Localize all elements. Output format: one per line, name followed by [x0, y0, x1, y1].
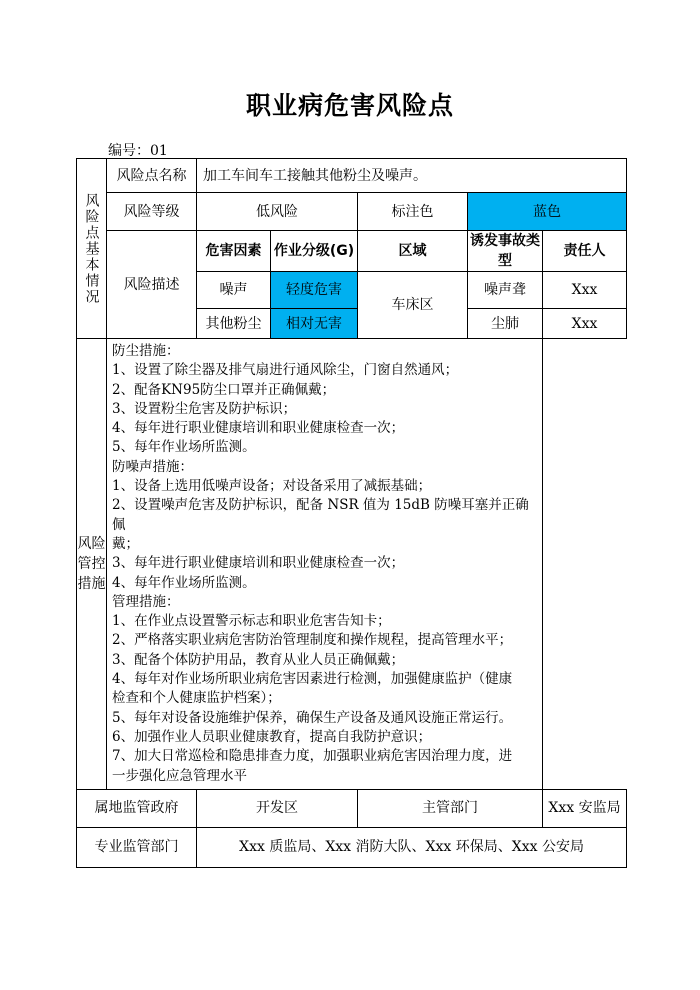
measure-line: 4、每年对作业场所职业病危害因素进行检测，加强健康监护（健康	[112, 671, 513, 688]
risk-level-value: 低风险	[197, 193, 358, 231]
section-label: 风险点基本情况	[83, 192, 100, 305]
dept-label: 主管部门	[358, 789, 543, 827]
measure-line: 1、设备上选用低噪声设备；对设备采用了减振基础；	[112, 478, 432, 495]
control-label-line-3: 措施	[77, 575, 106, 592]
risk-point-table	[76, 158, 627, 868]
header-accident: 诱发事故类型	[468, 231, 543, 272]
header-hazard: 危害因素	[197, 231, 271, 272]
hazard-cell: 其他粉尘	[197, 309, 271, 339]
measure-line: 检查和个人健康监护档案）；	[112, 690, 281, 707]
measure-line: 管理措施：	[112, 593, 180, 610]
risk-point-name-label: 风险点名称	[107, 159, 197, 193]
section-label-cell	[77, 159, 107, 339]
document-number: 编号：01	[108, 143, 168, 159]
control-label-cell	[77, 339, 107, 790]
measure-line: 2、严格落实职业病危害防治管理制度和操作规程，提高管理水平；	[112, 632, 513, 649]
measure-line: 3、每年进行职业健康培训和职业健康检查一次；	[112, 555, 405, 572]
row-local-government	[77, 789, 627, 827]
special-dept-label: 专业监管部门	[77, 827, 197, 867]
color-value: 蓝色	[468, 193, 627, 231]
measure-line: 防尘措施：	[112, 343, 180, 359]
measure-line: 1、在作业点设置警示标志和职业危害告知卡；	[112, 613, 391, 630]
measure-line: 5、每年作业场所监测。	[112, 439, 256, 456]
person-cell: Xxx	[543, 272, 627, 309]
row-control-measures	[77, 339, 627, 790]
control-measures-list	[107, 339, 543, 790]
measure-line: 3、配备个体防护用品，教育从业人员正确佩戴；	[112, 651, 405, 668]
person-cell: Xxx	[543, 309, 627, 339]
header-area: 区域	[358, 231, 468, 272]
row-risk-desc-headers	[77, 231, 627, 272]
row-risk-level	[77, 193, 627, 231]
measure-line: 7、加大日常巡检和隐患排查力度，加强职业病危害因治理力度，进	[112, 748, 513, 765]
measure-line: 5、每年对设备设施维护保养，确保生产设备及通风设施正常运行。	[112, 709, 513, 726]
local-gov-value: 开发区	[197, 789, 358, 827]
accident-cell: 噪声聋	[468, 272, 543, 309]
measure-line: 一步强化应急管理水平	[112, 767, 247, 784]
color-label: 标注色	[358, 193, 468, 231]
measure-line: 4、每年进行职业健康培训和职业健康检查一次；	[112, 420, 405, 437]
row-special-departments	[77, 827, 627, 867]
grade-cell: 轻度危害	[271, 272, 358, 309]
row-risk-point-name	[77, 159, 627, 193]
control-label	[77, 534, 106, 594]
area-cell: 车床区	[358, 272, 468, 339]
risk-level-label: 风险等级	[107, 193, 197, 231]
special-dept-value: Xxx 质监局、Xxx 消防大队、Xxx 环保局、Xxx 公安局	[197, 827, 627, 867]
measure-line: 3、设置粉尘危害及防护标识；	[112, 400, 297, 417]
grade-cell: 相对无害	[271, 309, 358, 339]
header-person: 责任人	[543, 231, 627, 272]
control-label-line-2: 管控	[77, 555, 106, 572]
dept-value: Xxx 安监局	[543, 789, 627, 827]
measure-line: 戴；	[112, 535, 139, 552]
measure-line: 1、设置了除尘器及排气扇进行通风除尘，门窗自然通风；	[112, 362, 459, 379]
risk-point-name-value: 加工车间车工接触其他粉尘及噪声。	[197, 159, 627, 193]
accident-cell: 尘肺	[468, 309, 543, 339]
measure-line: 4、每年作业场所监测。	[112, 574, 256, 591]
document-title: 职业病危害风险点	[245, 91, 454, 120]
control-label-line-1: 风险	[77, 535, 106, 552]
header-grade: 作业分级(G)	[271, 231, 358, 272]
risk-desc-label: 风险描述	[107, 231, 197, 339]
local-gov-label: 属地监管政府	[77, 789, 197, 827]
measure-line: 防噪声措施：	[112, 458, 193, 475]
measure-line: 2、设置噪声危害及防护标识，配备 NSR 值为 15dB 防噪耳塞并正确佩	[112, 497, 529, 533]
measure-line: 6、加强作业人员职业健康教育，提高自我防护意识；	[112, 728, 432, 745]
measure-line: 2、配备KN95防尘口罩并正确佩戴；	[112, 381, 336, 398]
hazard-cell: 噪声	[197, 272, 271, 309]
